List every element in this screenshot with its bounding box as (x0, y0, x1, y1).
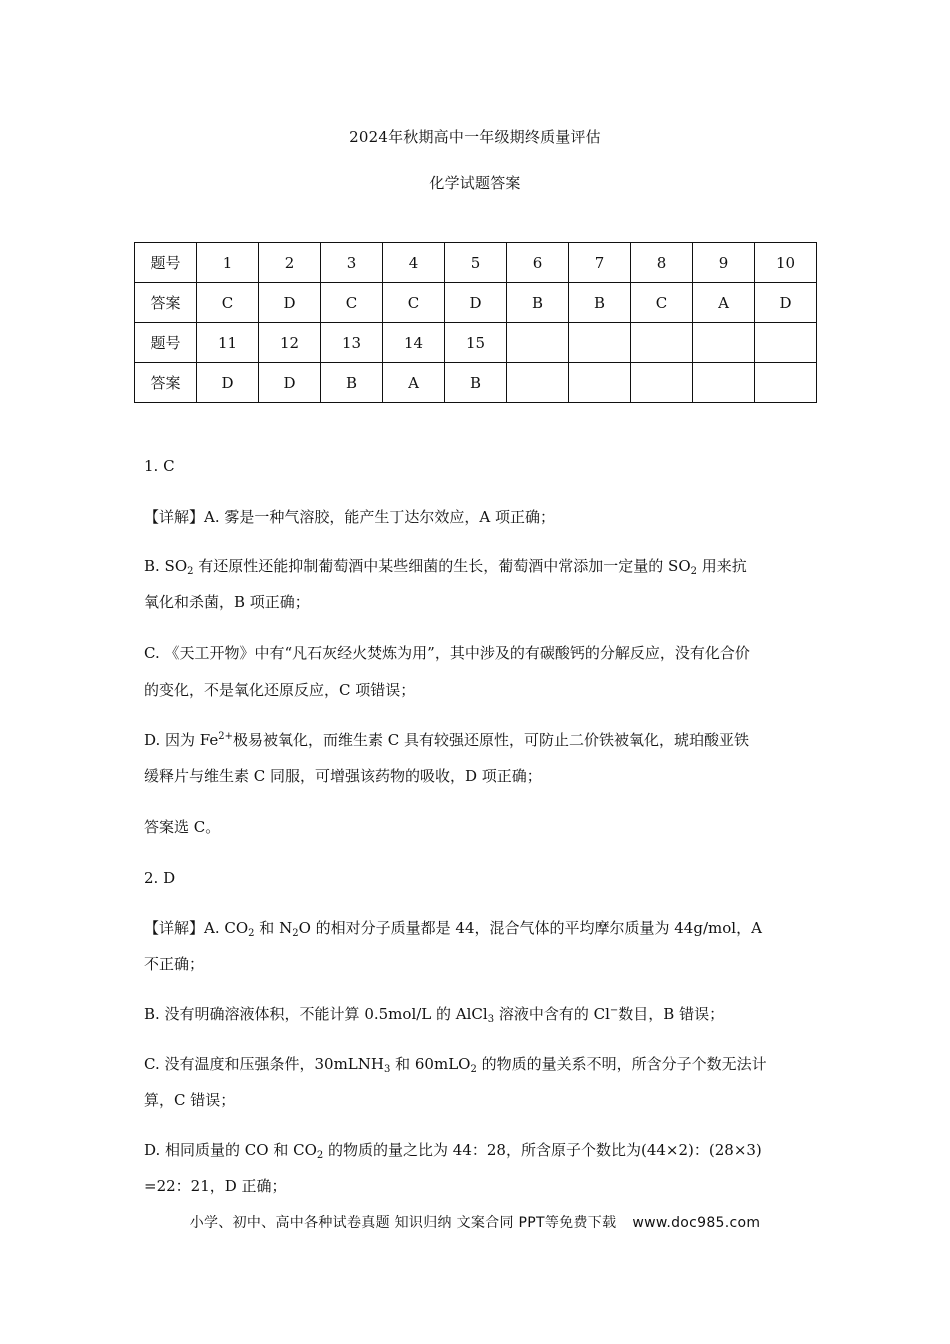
table-cell: 3 (321, 243, 383, 283)
q1-option-d-cont: 缓释片与维生素 C 同服，可增强该药物的吸收，D 项正确； (144, 767, 542, 785)
table-cell (693, 323, 755, 363)
table-cell: 12 (259, 323, 321, 363)
table-cell: 8 (631, 243, 693, 283)
q1-option-c-cont: 的变化，不是氧化还原反应，C 项错误； (144, 681, 416, 699)
document-title: 2024年秋期高中一年级期终质量评估 (349, 128, 601, 146)
table-cell: 6 (507, 243, 569, 283)
table-cell: 11 (197, 323, 259, 363)
q1-option-a: 【详解】A. 雾是一种气溶胶，能产生丁达尔效应，A 项正确； (144, 508, 555, 526)
table-cell: D (259, 363, 321, 403)
table-cell: D (197, 363, 259, 403)
table-row (135, 283, 817, 323)
footer-text: 小学、初中、高中各种试卷真题 知识归纳 文案合同 PPT等免费下载 (189, 1215, 617, 1231)
q2-option-d-cont: =22：21，D 正确； (144, 1177, 287, 1195)
table-cell: B (569, 283, 631, 323)
q1-option-b-cont: 氧化和杀菌，B 项正确； (144, 593, 310, 611)
q2-heading: 2. D (144, 869, 176, 887)
table-cell: C (197, 283, 259, 323)
table-cell (507, 323, 569, 363)
table-cell (631, 363, 693, 403)
q1-heading: 1. C (144, 457, 175, 475)
table-cell (755, 363, 817, 403)
table-cell (755, 323, 817, 363)
row-header-cell: 答案 (135, 283, 197, 323)
table-cell: B (507, 283, 569, 323)
table-cell: 1 (197, 243, 259, 283)
table-cell: 5 (445, 243, 507, 283)
document-subtitle: 化学试题答案 (429, 174, 521, 192)
table-cell: 15 (445, 323, 507, 363)
q1-option-c: C. 《天工开物》中有“凡石灰经火焚炼为用”，其中涉及的有碳酸钙的分解反应，没有化合价 (144, 644, 750, 662)
table-cell: D (755, 283, 817, 323)
footer-banner (0, 1212, 950, 1232)
row-header-cell: 答案 (135, 363, 197, 403)
row-header-cell: 题号 (135, 243, 197, 283)
table-cell: 9 (693, 243, 755, 283)
table-cell: C (631, 283, 693, 323)
table-cell: 2 (259, 243, 321, 283)
q2-option-a-cont: 不正确； (144, 955, 205, 973)
table-cell (507, 363, 569, 403)
table-cell: A (693, 283, 755, 323)
table-cell (693, 363, 755, 403)
q1-option-d: D. 因为 $Fe^{2+}$极易被氧化，而维生素 C 具有较强还原性，可防止二价铁被氧化，琥珀酸亚铁 (144, 731, 750, 749)
table-cell: 7 (569, 243, 631, 283)
table-row (135, 323, 817, 363)
q2-option-b: B. 没有明确溶液体积，不能计算 0.5mol/L 的 AlCl$_3$ 溶液中含有的 Cl−数目，B 错误； (144, 1005, 725, 1025)
table-cell: D (445, 283, 507, 323)
row-header-cell: 题号 (135, 323, 197, 363)
table-cell (569, 363, 631, 403)
table-cell: 14 (383, 323, 445, 363)
table-cell: B (321, 363, 383, 403)
q2-option-c-cont: 算，C 错误； (144, 1091, 236, 1109)
q2-option-a: 【详解】A. $CO_2$ 和 $N_2O$ 的相对分子质量都是 44，混合气体的平均摩尔质量为 44g/mol，A (144, 919, 762, 939)
table-cell: 10 (755, 243, 817, 283)
table-cell: A (383, 363, 445, 403)
footer-site-link[interactable]: www.doc985.com (632, 1215, 761, 1231)
answer-table (134, 242, 817, 403)
table-cell (569, 323, 631, 363)
table-cell: C (321, 283, 383, 323)
table-cell: C (383, 283, 445, 323)
q2-option-d: D. 相同质量的 CO 和 $CO_2$ 的物质的量之比为 44：28，所含原子个数比为(44×2)：(28×3) (144, 1141, 762, 1161)
q1-conclusion: 答案选 C。 (144, 818, 221, 836)
q2-option-c: C. 没有温度和压强条件，30mLNH$_3$ 和 60mLO$_2$ 的物质的量关系不明，所含分子个数无法计 (144, 1055, 767, 1075)
table-row (135, 243, 817, 283)
table-cell: D (259, 283, 321, 323)
table-cell: 13 (321, 323, 383, 363)
q1-option-b: B. $SO_2$ 有还原性还能抑制葡萄酒中某些细菌的生长，葡萄酒中常添加一定量的 $SO_2$ 用来抗 (144, 557, 747, 577)
table-cell: 4 (383, 243, 445, 283)
table-cell: B (445, 363, 507, 403)
table-row (135, 363, 817, 403)
table-cell (631, 323, 693, 363)
